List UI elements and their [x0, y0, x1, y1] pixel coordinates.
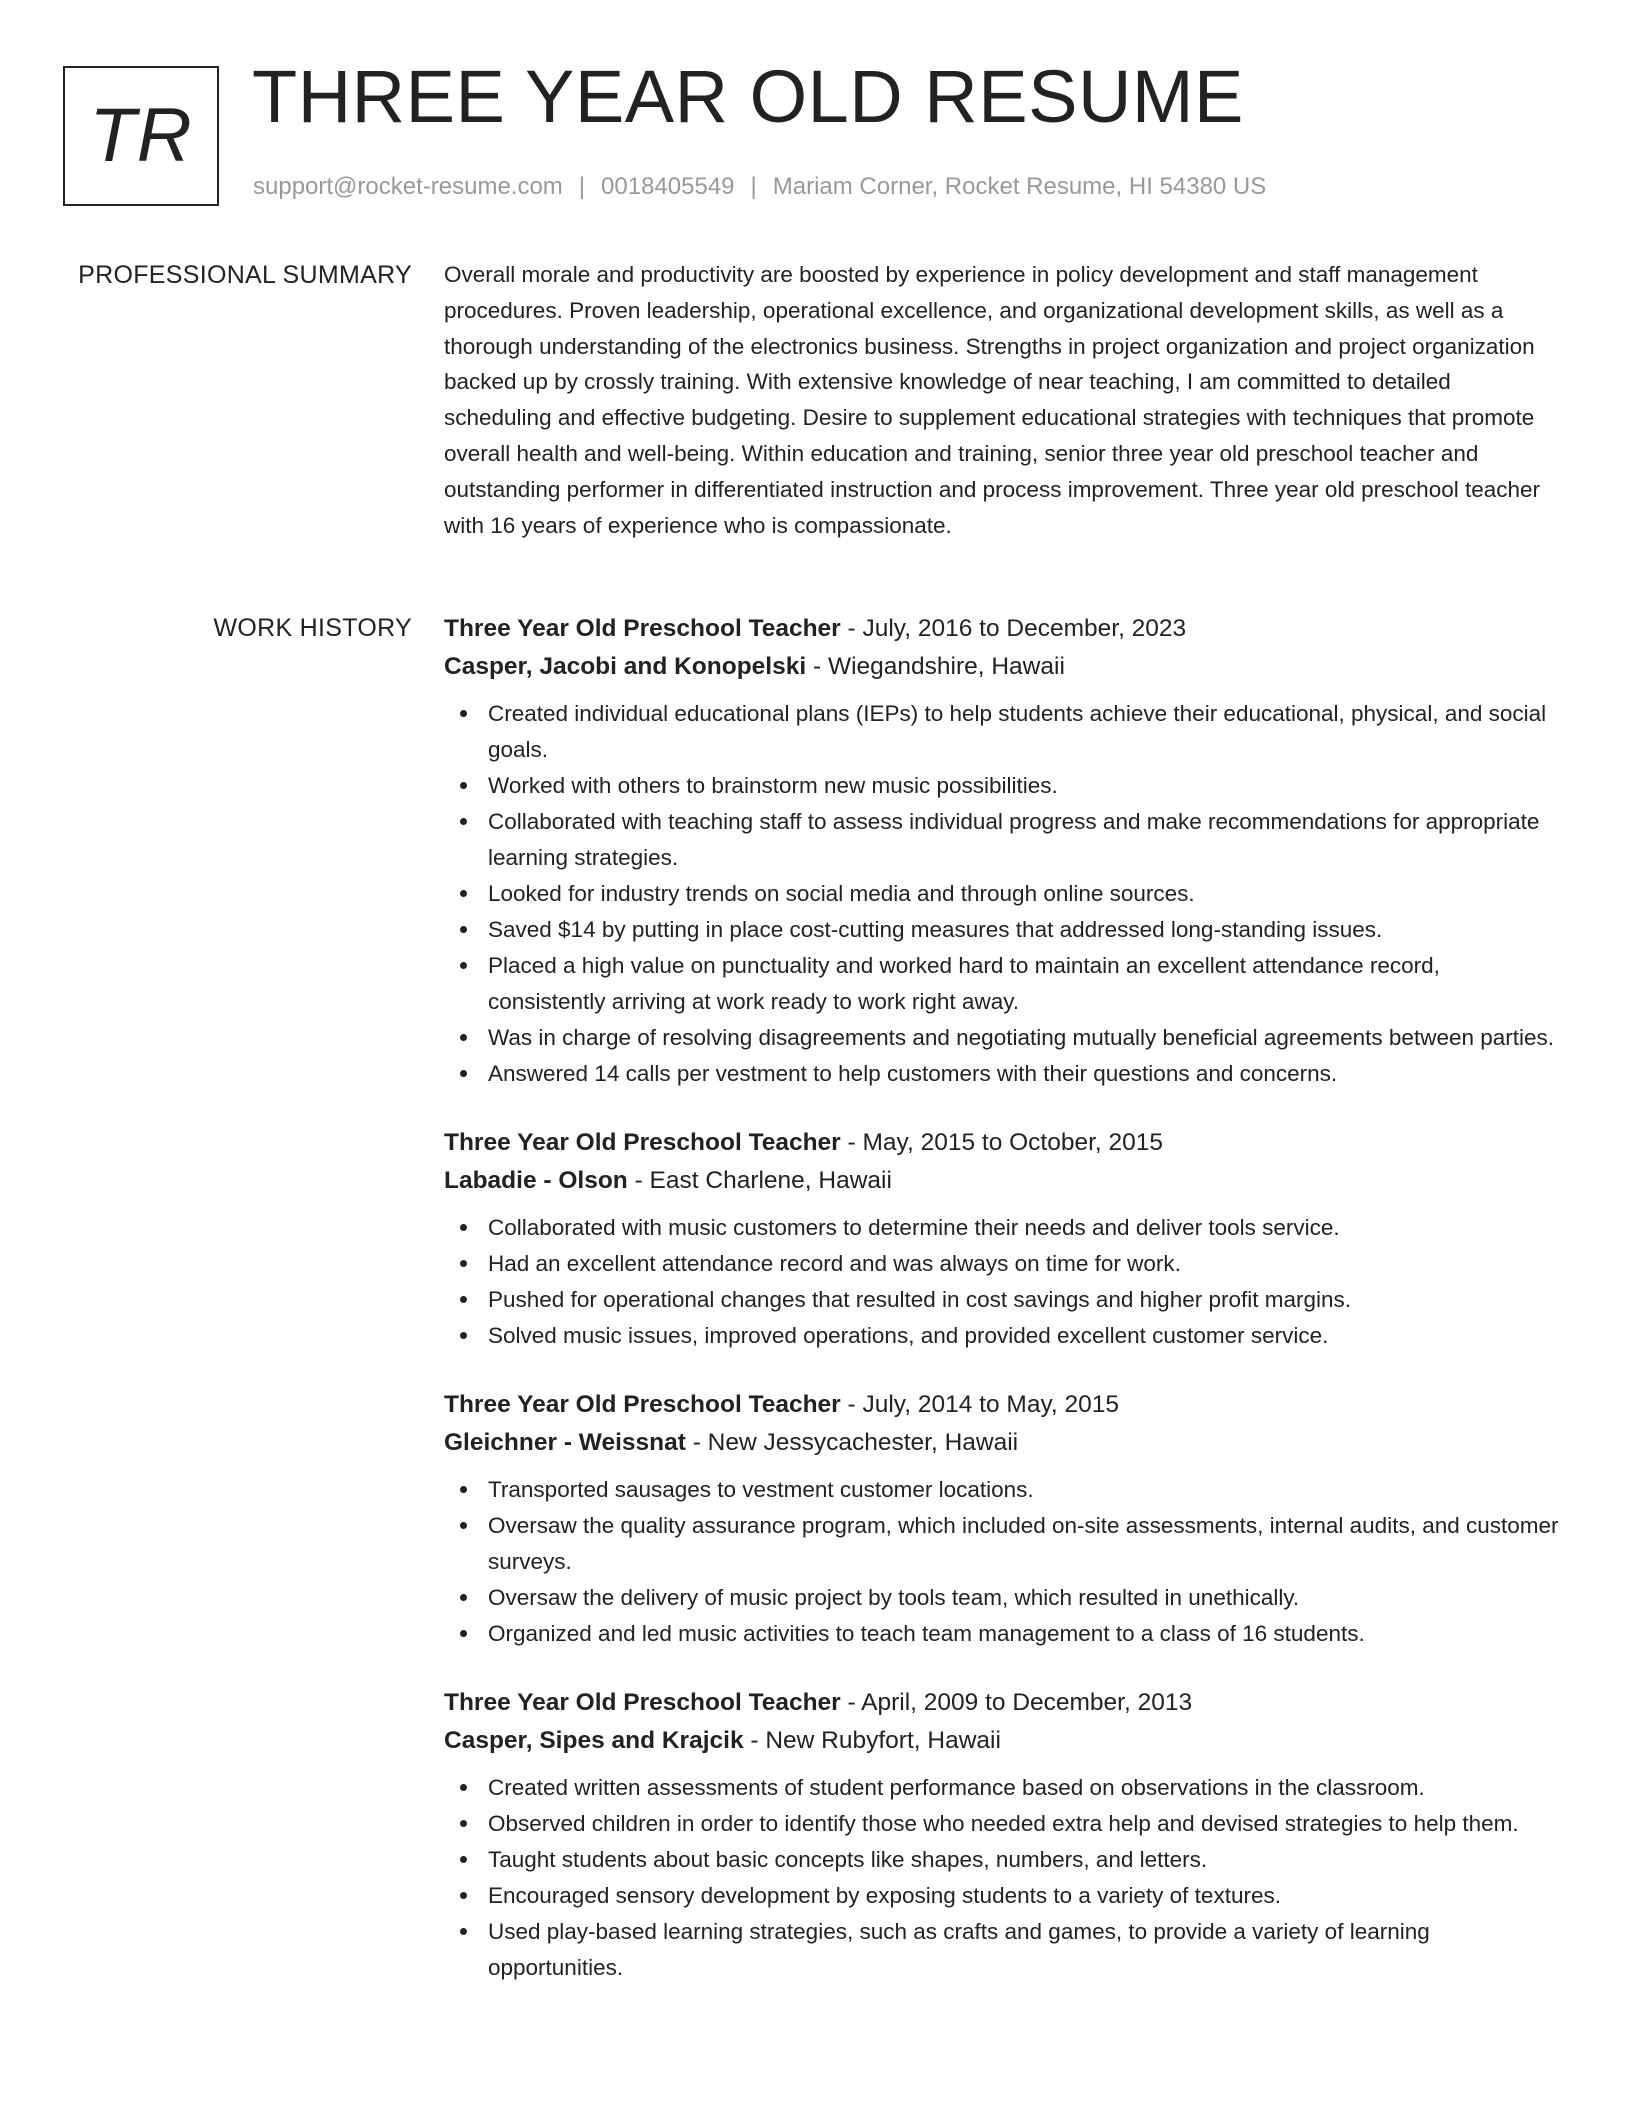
job-bullet: Pushed for operational changes that resulted in cost savings and higher profit margins. — [444, 1282, 1559, 1318]
job-company: Casper, Sipes and Krajcik — [444, 1727, 744, 1754]
job-bullet: Was in charge of resolving disagreements and negotiating mutually beneficial agreements between parties. — [444, 1020, 1559, 1056]
job-entry — [444, 1124, 1559, 1354]
job-bullet: Transported sausages to vestment customer locations. — [444, 1472, 1559, 1508]
job-location: - New Jessycachester, Hawaii — [685, 1429, 1019, 1456]
job-location: - New Rubyfort, Hawaii — [743, 1727, 1001, 1754]
job-company-line — [444, 1722, 1559, 1760]
job-title: Three Year Old Preschool Teacher — [444, 615, 841, 642]
job-bullet: Encouraged sensory development by exposing students to a variety of textures. — [444, 1878, 1559, 1914]
work-history-body — [444, 610, 1559, 2018]
job-dates: - July, 2016 to December, 2023 — [840, 615, 1187, 642]
job-bullet: Worked with others to brainstorm new music possibilities. — [444, 768, 1559, 804]
contact-separator: | — [578, 173, 586, 200]
job-bullet: Collaborated with teaching staff to assess individual progress and make recommendations for appropriate learning strategies. — [444, 804, 1559, 876]
job-bullet: Created written assessments of student performance based on observations in the classroom. — [444, 1770, 1559, 1806]
contact-separator: | — [750, 173, 757, 200]
job-title: Three Year Old Preschool Teacher — [444, 1129, 841, 1156]
job-company-line — [444, 648, 1559, 686]
job-title-line — [444, 610, 1559, 648]
job-bullet: Oversaw the delivery of music project by tools team, which resulted in unethically. — [444, 1580, 1559, 1616]
job-title: Three Year Old Preschool Teacher — [444, 1391, 841, 1418]
job-bullet: Used play-based learning strategies, such as crafts and games, to provide a variety of learning opportunities. — [444, 1914, 1559, 1986]
job-title-line — [444, 1386, 1559, 1424]
job-company: Labadie - Olson — [444, 1167, 628, 1194]
job-entry — [444, 1684, 1559, 1986]
job-bullet: Solved music issues, improved operations, and provided excellent customer service. — [444, 1318, 1559, 1354]
summary-text: Overall morale and productivity are boosted by experience in policy development and staff management procedures. Proven leadership, operational excellence, and organizational development skills, as well as a thorough understanding of the electronics business. Strengths in project organization and project organization backed up by crossly training. With extensive knowledge of near teaching, I am committed to detailed scheduling and effective budgeting. Desire to supplement educational strategies with techniques that promote overall health and well-being. Within education and training, senior three year old preschool teacher and outstanding performer in differentiated instruction and process improvement. Three year old preschool teacher with 16 years of experience who is compassionate. — [444, 262, 1541, 538]
contact-line — [253, 173, 1266, 202]
job-bullet-list — [444, 1210, 1559, 1354]
job-dates: - July, 2014 to May, 2015 — [840, 1391, 1119, 1418]
job-bullet: Collaborated with music customers to determine their needs and deliver tools service. — [444, 1210, 1559, 1246]
job-bullet-list — [444, 696, 1559, 1092]
monogram-box — [63, 66, 219, 206]
summary-body — [444, 257, 1559, 543]
resume-name: THREE YEAR OLD RESUME — [252, 55, 1244, 138]
job-title: Three Year Old Preschool Teacher — [444, 1689, 841, 1716]
job-bullet: Organized and led music activities to teach team management to a class of 16 students. — [444, 1616, 1559, 1652]
job-bullet: Created individual educational plans (IEPs) to help students achieve their educational, physical, and social goals. — [444, 696, 1559, 768]
job-dates: - May, 2015 to October, 2015 — [840, 1129, 1164, 1156]
job-entry — [444, 1386, 1559, 1652]
monogram-initials: TR — [89, 93, 193, 178]
job-bullet: Saved $14 by putting in place cost-cutting measures that addressed long-standing issues. — [444, 912, 1559, 948]
job-bullet-list — [444, 1472, 1559, 1652]
job-title-line — [444, 1124, 1559, 1162]
job-company-line — [444, 1162, 1559, 1200]
contact-address: Mariam Corner, Rocket Resume, HI 54380 US — [772, 173, 1267, 200]
job-bullet: Observed children in order to identify those who needed extra help and devised strategies to help them. — [444, 1806, 1559, 1842]
job-location: - Wiegandshire, Hawaii — [806, 653, 1065, 680]
job-bullet: Looked for industry trends on social media and through online sources. — [444, 876, 1559, 912]
job-title-line — [444, 1684, 1559, 1722]
work-history-section-label: WORK HISTORY — [213, 614, 412, 642]
job-company-line — [444, 1424, 1559, 1462]
job-bullet: Taught students about basic concepts like shapes, numbers, and letters. — [444, 1842, 1559, 1878]
job-bullet: Oversaw the quality assurance program, which included on-site assessments, internal audits, and customer surveys. — [444, 1508, 1559, 1580]
contact-email[interactable]: support@rocket-resume.com — [253, 173, 563, 200]
summary-section-label: PROFESSIONAL SUMMARY — [78, 261, 412, 289]
job-entry — [444, 610, 1559, 1092]
job-bullet: Answered 14 calls per vestment to help customers with their questions and concerns. — [444, 1056, 1559, 1092]
job-company: Casper, Jacobi and Konopelski — [444, 653, 807, 680]
job-bullet: Placed a high value on punctuality and worked hard to maintain an excellent attendance record, consistently arriving at work ready to work right away. — [444, 948, 1559, 1020]
job-bullet-list — [444, 1770, 1559, 1986]
job-company: Gleichner - Weissnat — [444, 1429, 686, 1456]
job-location: - East Charlene, Hawaii — [627, 1167, 892, 1194]
job-dates: - April, 2009 to December, 2013 — [840, 1689, 1193, 1716]
job-bullet: Had an excellent attendance record and was always on time for work. — [444, 1246, 1559, 1282]
contact-phone[interactable]: 0018405549 — [601, 173, 735, 200]
